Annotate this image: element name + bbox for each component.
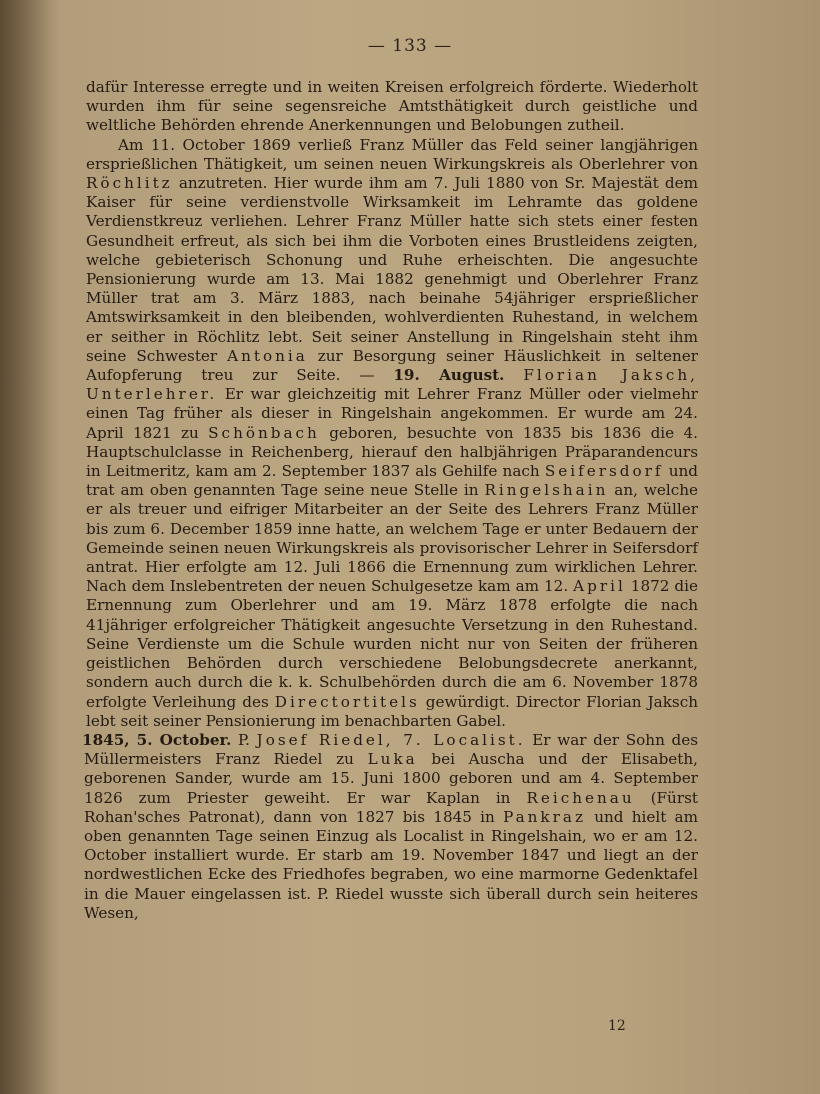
text-run: P. [231, 730, 257, 749]
text-run: an, welche er als treuer und eifriger Mitarbeiter an der Seite des Lehrers Franz Müller bis zum 6. December 1859 inne hatte, an welchem Tage er unter Bedauern der Gemeinde seinen neuen Wirkungskreis als provisorischer Lehrer in Seifersdorf antrat. Hier erfolgte am 12. Juli 1866 die Ernennung zum wirklichen Lehrer. Nach dem Inslebentreten der neuen Schulgesetze kam am 12. [86, 481, 698, 596]
spaced-name: Josef Riedel, 7. Localist. [256, 730, 526, 749]
bold-heading: 1845, 5. October. [82, 730, 232, 749]
signature-mark: 12 [608, 1018, 626, 1034]
text-run [504, 366, 523, 384]
spaced-name: Luka [367, 750, 418, 769]
page-number-header: — 133 — [367, 36, 453, 56]
paragraph-entry-1845 [84, 731, 698, 923]
text-run: anzutreten. Hier wurde ihm am 7. Juli 1880 von Sr. Majestät dem Kaiser für seine verdienstvolle Wirksamkeit im Lehramte das goldene Verdienstkreuz verliehen. Lehrer Franz Müller hatte sich stets einer festen Gesundheit erfreut, als sich bei ihm die Vorboten eines Brustleidens zeigten, welche gebieterisch Schonung und Ruhe erheischten. Die angesuchte Pensionierung wurde am 13. Mai 1882 genehmigt und Oberlehrer Franz Müller trat am 3. März 1883, nach beinahe 54jähriger ersprießlicher Amtswirksamkeit in den bleibenden, wohlverdienten Ruhestand, in welchem er seither in Röchlitz lebt. Seit seiner Anstellung in Ringelshain steht ihm seine Schwester [86, 174, 698, 365]
text-run: und trat am oben genannten Tage seine neue Stelle in [86, 462, 698, 500]
text-run: bei Auscha und der Elisabeth, geborenen Sander, wurde am 15. Juni 1800 geboren und am 4. September 1826 zum Priester geweiht. Er war Kaplan in [84, 750, 699, 807]
spaced-name: Directortitels [274, 692, 420, 711]
spaced-name: Reichenau [526, 788, 635, 807]
spaced-name: Florian Jaksch, Unterlehrer. [86, 366, 698, 404]
text-run: und hielt am oben genannten Tage seinen Einzug als Localist in Ringelshain, wo er am 12. October installiert wurde. Er starb am 19. November 1847 und liegt an der nordwestlichen Ecke des Friedhofes begraben, wo eine marmorne Gedenktafel in die Mauer eingelassen ist. P. Riedel wusste sich überall durch sein heiteres Wesen, [84, 807, 698, 922]
body-text [82, 78, 699, 923]
paragraph-mueller-jaksch [86, 136, 698, 731]
spaced-name: Seifersdorf [544, 462, 664, 481]
spaced-name: Ringelshain [484, 481, 609, 500]
text-run: Er war der Sohn des Müllermeisters Franz Riedel zu [84, 730, 698, 769]
spaced-name: Schönbach [208, 423, 320, 442]
text-run: zur Besorgung seiner Häuslichkeit in seltener Aufopferung treu zur Seite. — [86, 346, 698, 385]
spaced-name: Antonia [227, 346, 308, 365]
paragraph-continuation: dafür Interesse erregte und in weiten Kreisen erfolgreich förderte. Wiederholt wurden ihm für seine segensreiche Amtsthätigkeit durch geistliche und weltliche Behörden ehrende Anerkennungen und Belobungen zutheil. [86, 78, 698, 135]
text-run: Am 11. October 1869 verließ Franz Müller das Feld seiner langjährigen ersprießlichen Thätigkeit, um seinen neuen Wirkungskreis als Oberlehrer von [86, 135, 698, 173]
text-run: gewürdigt. Director Florian Jaksch lebt seit seiner Pensionierung im benachbarten Gabel. [86, 692, 699, 730]
text-run: (Fürst Rohan'sches Patronat), dann von 1827 bis 1845 in [84, 788, 698, 826]
bold-heading: 19. August. [393, 366, 505, 385]
text-run: 1872 die Ernennung zum Oberlehrer und am 19. März 1878 erfolgte die nach 41jähriger erfolgreicher Thätigkeit angesuchte Versetzung in den Ruhestand. Seine Verdienste um die Schule wurden nicht nur von Seiten der früheren geistlichen Behörden durch verschiedene Belobungsdecrete anerkannt, sondern auch durch die k. k. Schulbehörden durch die am 6. November 1878 erfolgte Verleihung des [86, 577, 699, 711]
text-run: Er war gleichzeitig mit Lehrer Franz Müller oder vielmehr einen Tag früher als dieser in Ringelshain angekommen. Er wurde am 24. April 1821 zu [86, 385, 698, 442]
spaced-name: Pankraz [503, 807, 586, 826]
spaced-name: April [573, 577, 626, 596]
text-run: geboren, besuchte von 1835 bis 1836 die 4. Hauptschulclasse in Reichenberg, hierauf den halbjährigen Präparandencurs in Leitmeritz, kam am 2. September 1837 als Gehilfe nach [86, 423, 698, 481]
spaced-name: Röchlitz [86, 174, 173, 193]
